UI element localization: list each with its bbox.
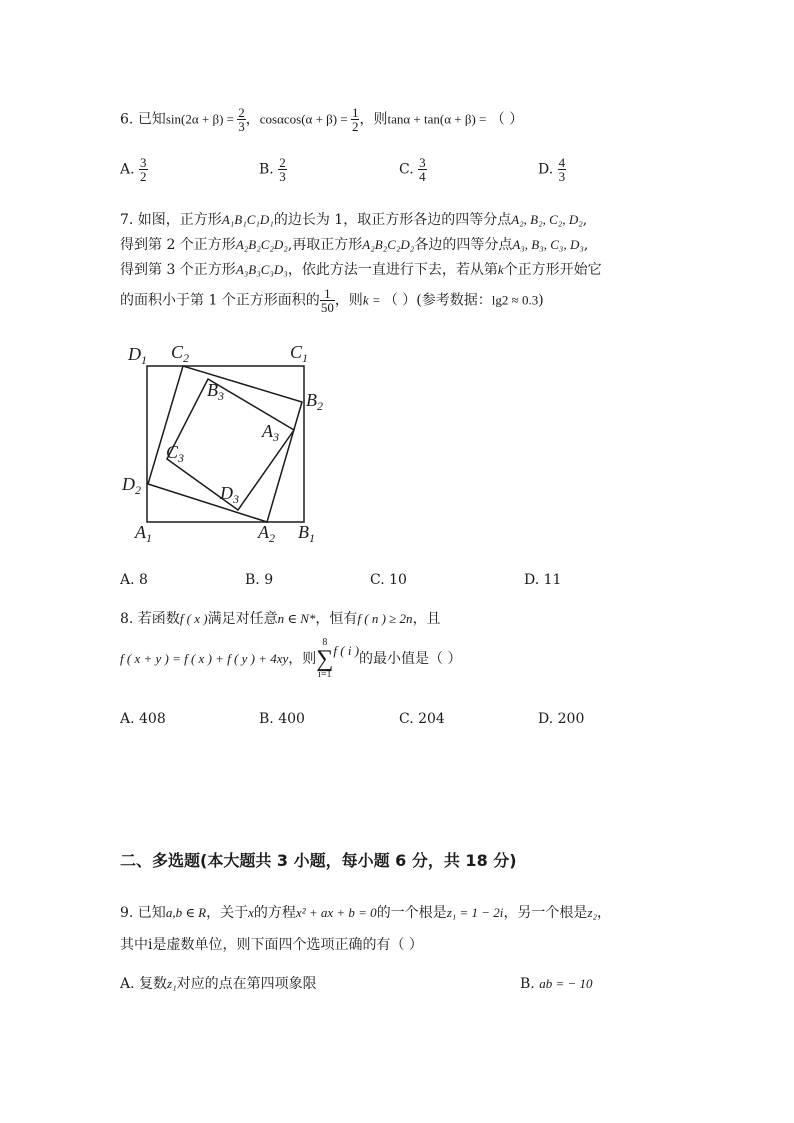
q8-option-b: B. 400 (259, 711, 305, 727)
q6-expr2: cosαcos(α + β) = (259, 111, 351, 127)
label-b3: $B_3$ (207, 380, 224, 403)
label-a3: $A_3$ (262, 421, 279, 444)
q9-line2: 其中i是虚数单位，则下面四个选项正确的有（ ） (120, 937, 423, 953)
q6-expr3: tanα + tan(α + β) = (387, 111, 487, 127)
q6-frac1: $\frac{2}{3}$ (238, 105, 245, 134)
label-b2: $B_2$ (306, 390, 323, 413)
q6-option-c: C. $\frac{3}{4}$ (399, 155, 426, 184)
q7-line2: 得到第 2 个正方形A₂B₂C₂D₂,再取正方形A₂B₂C₂D₂各边的四等分点A₃, B₃, C₃, D₃, (120, 237, 589, 253)
label-c1: $C_1$ (290, 342, 309, 365)
q6-option-a: A. $\frac{3}{2}$ (120, 155, 147, 184)
section-heading: 二、多选题(本大题共 3 小题，每小题 6 分，共 18 分) (120, 851, 517, 870)
q8-option-c: C. 204 (399, 711, 445, 727)
q6-option-b: B. $\frac{2}{3}$ (259, 155, 286, 184)
q9-option-b: B. ab = − 10 (520, 976, 593, 992)
label-d1: $D_1$ (128, 344, 147, 367)
label-d3: $D_3$ (220, 483, 239, 506)
q6-expr1: sin(2α + β) = (165, 111, 238, 127)
q8-option-d: D. 200 (538, 711, 585, 727)
q9-line1: 9. 已知a,b ∈ R，关于x的方程x² + ax + b = 0的一个根是z₁ = 1 − 2i，另一个根是z₂， (120, 905, 612, 921)
q7-figure (110, 330, 340, 550)
label-a1: $A_1$ (135, 522, 152, 545)
summation-sign: 8 ∑ i=1 (316, 637, 334, 680)
q7-line1: 7. 如图，正方形A₁B₁C₁D₁的边长为 1，取正方形各边的四等分点A₂, B₂, C₂, D₂, (120, 212, 588, 228)
q7-option-d: D. 11 (524, 572, 562, 588)
q9-option-a: A. 复数z₁对应的点在第四项象限 (120, 976, 317, 992)
q6-frac2: $\frac{1}{2}$ (351, 105, 359, 134)
q8-line1: 8. 若函数f ( x )满足对任意n ∈ N*，恒有f ( n ) ≥ 2n，且 (120, 611, 441, 627)
q7-line4: 的面积小于第 1 个正方形面积的 $\frac{1}{50}$ ，则k = （ ）(参考数据：lg2 ≈ 0.3) (120, 286, 544, 315)
q7-frac: $\frac{1}{50}$ (320, 286, 334, 315)
label-d2: $D_2$ (122, 474, 141, 497)
q7-option-a: A. 8 (120, 572, 148, 588)
label-c3: $C_3$ (166, 442, 185, 465)
q7-line3: 得到第 3 个正方形A₃B₃C₃D₃，依此方法一直进行下去，若从第k个正方形开始它 (120, 262, 602, 278)
q8-option-a: A. 408 (120, 711, 166, 727)
q8-line2: f ( x + y ) = f ( x ) + f ( y ) + 4xy，则 8 ∑ i=1 f ( i )的最小值是（ ） (120, 637, 462, 680)
label-a2: $A_2$ (258, 522, 275, 545)
q6-stem: 6. 已知sin(2α + β) = $\frac{2}{3}$ ，cosαcos(α + β) = $\frac{1}{2}$ ，则tanα + tan(α + β) = （ ） (120, 105, 524, 134)
q7-option-c: C. 10 (370, 572, 407, 588)
label-c2: $C_2$ (171, 342, 190, 365)
q6-option-d: D. $\frac{4}{3}$ (538, 155, 566, 184)
q7-option-b: B. 9 (245, 572, 274, 588)
label-b1: $B_1$ (298, 522, 315, 545)
